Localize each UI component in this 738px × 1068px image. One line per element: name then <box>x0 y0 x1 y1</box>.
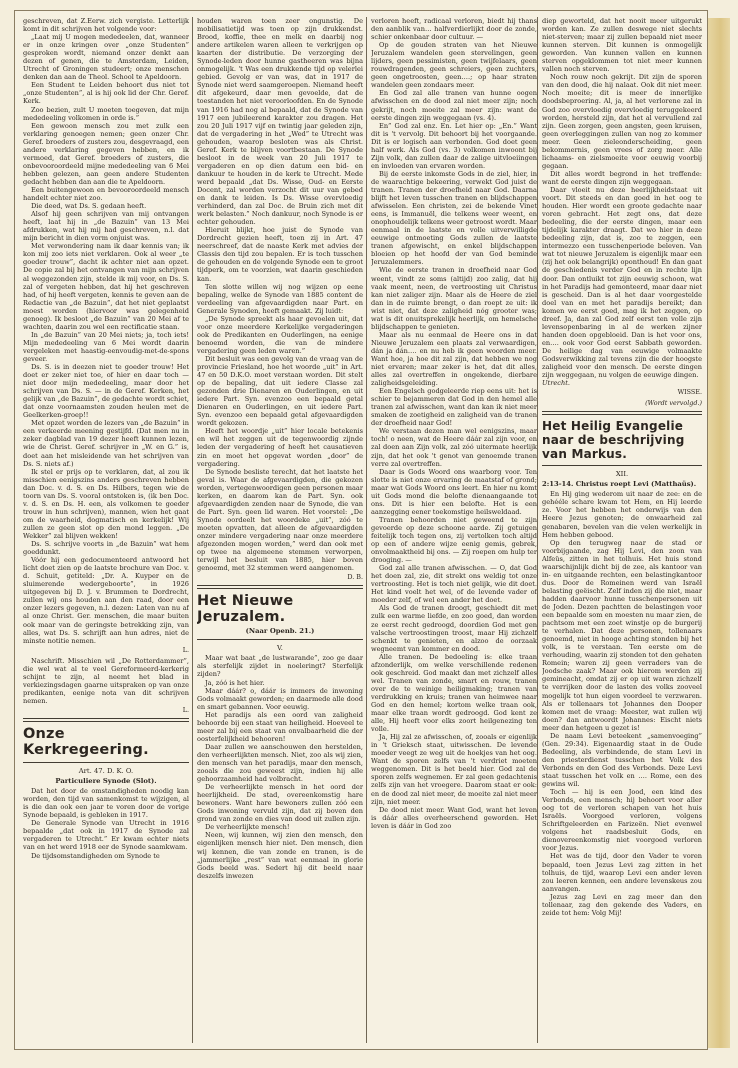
paragraph: De Synode besliste terecht, dat het laatste het geval is. Waar de afgevaardigden, die gekozen worden, vertegenwoordigen geen personen maar kerken, en daarom kan de Part. Syn. ook afgevaardigden zenden naar de Synode, die van de Part. Syn. geen lid waren. Het voorstel: „De Synode oordeelt het woordeke „uit”, zóó te moeten opvatten, dat alleen de afgevaardigden onzer mindere vergadering naar onze meerdere afgezonden mogen worden,” werd dan ook met op twee na algemeene stemmen verworpen, terwijl het besluit van 1885, hier boven genoemd, met 32 stemmen werd aangenomen. <box>197 467 363 573</box>
part-number: V. <box>277 644 283 653</box>
paragraph: Op den terugweg naar de stad or voorbijgaande, zag Hij Levi, den zoon van Alfeüs, zitten in het tolhuis. Het huis stond waarschijnlijk dicht bij de zee, als kantoor van in- en uitgaande rechten, een belastingkantoor dus. Door de Romeinen werd van Israël belasting geëischt. Zelf inden zij die niet, maar hadden daarvoor hunne tusschenpersonen uit de Joden. Dezen pachtten de belastingen voor een bepaalde som en moesten nu maar zien, de pachtsom met een zoet winstje op de burgerij te verhalen. Dat deze personen, tollenaars genoemd, niet in hooge achting stonden bij het volk, is te verstaan. Ten eerste om de verhouding, waarin zij stonden tot den gehaten Romein; waren zij geen verraders van de Joodsche zaak? Maar ook hierom werden zij gemineacht, omdat zij er op uit waren zichzelf te verrijken door de lasten des volks zooveel mogelijk tot hun eigen voordeel te verzwaren. Als er tollenaars tot Johannes den Dooper komen met de vraag: Meester, wat zullen wij doen? dan antwoordt Johannes: Eischt niets meer dan hetgeen u gezet is! <box>542 538 702 732</box>
divider <box>23 718 189 722</box>
paragraph: Daar vloeit nu deze heerlijkheidstaat uit voort. Dit steeds en dan goed in het oog te houden. Hier wordt een groote gedachte naar voren gebracht. Het zegt ons, dat deze bedeeling, die der eerste dingen, maar een tijdelijk karakter draagt. Dat wo hier in deze bedeeling zijn, dat is, zoo te zeggen, een intermezzo een tusschenperiode beleven. Van wat tot nieuwe Jeruzalem is eigenlijk maar een (zij het ook belangrijk) oponthoud! En dan gaat de geschiedenis verder God en in rechte lijn door. Dan ontluikt tot zijn eeuwig schoon, wat in het Paradijs had gemonteerd, maar daar niet is gescheid. Dan is al het daar voorgestelde doel van en met het paradijs bereikt; dan komen we eerst goed, mag ik het zeggen, op dreef. Ja, dan zal God zelf eerst ten volle zijn levensopenbaring in al de werken zijner handen doen opgebloeid. Dan is het voor ons, en…. ook voor God eerst Sabbath geworden. De heilige dag van eeuwige volmaakte Godsverwikking zal tevens zijn die der hoogste zaligheid voor den mensch. De eerste dingen zijn weggegaan, nu volgen de eeuwige dingen. <box>542 185 702 380</box>
paragraph: Alsof hij geen schrijven van mij ontvangen heeft, laat hij in „de Bazuin” van 13 Mei afdrukken, wat hij mij had geschreven, n.l. dat mijn bericht in dien vorm onjuist was. <box>23 210 189 243</box>
paragraph: En” God zal enz. En. Let hier op: „En.” Want dit is 't vervolg. Dit behoort bij het voorgaande. Dit is er logisch aan verbonden. God doet geen half werk. Als God (vs. 3) volkomen inwoont bij Zijn volk, dan zullen daar de zalige uitvloeiingen en invloeden van ervaren worden. <box>371 121 537 170</box>
paragraph: Een Student te Leiden behoort dus niet tot „onze Studenten”, al is hij ook lid der Chr. Geref. Kerk. <box>23 81 189 106</box>
author-signature: WISSE. <box>677 388 702 397</box>
paragraph: En Hij ging wederom uit naar de zee: en de gehééle schare kwam tot Hem, en Hij leerde ze. Voor het hebben het onderwijs van den Heere Jezus genoten; de onwaarheid zal genabaren, bevelen van die velen werkelijk in Hem hebben gebood. <box>542 490 702 539</box>
paragraph: Daar zullen we aanschouwen den herstelden, den verheerlijkten mensch. Niet, zoo als wij zien, den mensch van het paradijs, maar den mensch, zooals die zou geweest zijn, indien hij alle gehoorzaamheid had volbracht. <box>197 742 363 784</box>
paragraph: In „de Bazuin” van 20 Mei niets; ja, toch iets! Mijn mededeeling van 6 Mei wordt daarin vergeleken met haastig-eenvoudig-met-de-spons geveer. <box>23 330 189 363</box>
paragraph: Dit besluit was een gevolg van de vraag van de provincie Friesland, hoe het woorde „uit” in Art. 47 en 50 D.K.O. moet verstaan worden. Dit stelt op de bepaling, dat uit iedere Classe zal gezonden drie Dienaren en Ouderlingen, en uit iedere Part. Syn. evenzoo een bepaald getal Dienaren en Ouderlingen, en uit iedere Part. Syn. evenzoo een bepaald getal afgevaardigden wordt gekozen. <box>197 354 363 428</box>
paragraph: Op de gouden straten van het Nieuwe Jeruzalem wandelen geen stervelingen, geen lijders, geen pessimisten, geen twijfelaars, geen rouwdragenden, geen schreiers, geen zuchters, geen ongetroosten, geen….; op haar straten wandelen geen zondaars meer. <box>371 41 537 90</box>
column-1 <box>23 17 189 1043</box>
paragraph: Maar dáár? o, dáár is immers de inwoning Gods volmaakt geworden; en daarmede alle dood en smart gebannen. Voor eeuwig. <box>197 686 363 711</box>
paragraph: Bij de eerste inkomste Gods in de ziel, hier, in de waarachtige bekeering, verwekt God juist de tranen. Tranen der droefheid naar God. Daarna blijft het leven tusschen tranen en blijdschappen afwisselen. Een christen, zei de bekende Vinet eens, is Immanuël, die telkens weer weent, en onophoudelijk telkens weer getroost wordt. Maar eenmaal in de laatste en volle uitverwilligde eeuwige ontmoeting Gods zullen de laatste tranen afgewischt, en enkel blijdschappen bloeien op het hoofd der van God bemindе Jeruzalemmers. <box>371 169 537 267</box>
paragraph: De verheerlijkte mensch! <box>205 823 290 832</box>
paragraph: Tranen behoorden niet geweend te zijn gevoerde op deze schoone aarde. Zij getuigen feitelijk toch tegen ons, zij vertolken toch altijd op een of andere wijze eenig gemis, gebrek, onvolmaaktheid bij ons. — Zij roepen om hulp ter drooging. — <box>371 515 537 565</box>
paragraph: De naam Levi beteekent „samenvoeging” (Gen. 29:34). Eigenaardig staat in de Oude Bedeeling, als verbindende, de stam Levi in den priesterdienst tusschen het Volk des Verbonds en den God des Verbonds. Deze Levi staat tusschen het volk en …. Rome, een des gewins wil. <box>542 731 702 789</box>
paragraph: En God zal alle tranen van hunne oogen afwisschen en de dood zal niet meer zijn; noch gekrijt, noch moeite zal meer zijn: want de eerste dingen zijn weggegaan (vs. 4). <box>371 89 537 122</box>
paragraph: Heeft het woordje „uit” hier locale betekenis en wil het zeggen uit de tegenwoordig zijnde leden der vergadering of heeft het causatieven zin en moet het opgevat worden „door” de vergadering. <box>197 427 363 468</box>
paragraph: Naschrift. Misschien wil „De Rotterdammer”, die wel wat al te veel Gereformeerd-kerkerig schijnt te zijn, al neemt het blad in verkiezingsdagen gaarne uitspraken op van onze predikanten, eenige nota van dit schrijven nemen. <box>23 656 189 705</box>
part-number: XII. <box>615 470 629 479</box>
paragraph: Ja, zóó is het hier. <box>205 678 265 687</box>
paragraph: Noch rouw noch gekrijt. Dit zijn de sporen van den dood, die hij nalaat. Ook dit niet meer. Noch moeite; dit is meer de innerlijke doodsbeproering. Al, ja, al het verlorene zal in God zoo overvloedig overvloedig teruggekeerd worden, hersteld zijn, dat het al vervullend zal zijn. Geen zorgen, geen angsten, geen kruisen, geen overleggingen zullen van nog zo kommer meer. Geen zieleonderscheiding, geen bekommernis, geen vrees of zorg meer. Alle lichaams- en zielsmoeite voor eeuwig voorbij gegaan. <box>542 73 702 170</box>
divider <box>542 465 702 466</box>
divider <box>197 585 363 589</box>
paragraph: God zal alle tranen afwisschen. — O, dat God het doen zal, zie, dit strekt ons weldig tot onze vertroosting. Het is toch niet gelijk, wie dit doet. Het kind voelt het wel, of de levende vader of moeder zelf, of wel een ander het doet. <box>371 564 537 605</box>
divider <box>197 639 363 640</box>
paragraph: Het was de tijd, door den Vader te voren bepaald, toen Jezus Levi zag zitten in het tolhuis, de tijd, waarop Levi een ander leven zou leeren kennen, een andere levenskeus zou aanvangen. <box>542 852 702 893</box>
newspaper-page <box>14 10 708 1050</box>
paragraph: houden waren toen zeer ongunstig. De mobilisatietijd was toen op zijn drukkendst. Brood, koffie, thee en melk en daarbij nog andere artikelen waren alleen te verkrijgen op kaarten der distributie. De verzorging der Synode-leden door hunne gastheeren was bijna onmogelijk. 't Was een drukkende tijd op velerlei gebied. Gevolg er van was, dat in 1917 de Synode niet werd saamgeroepen. Niemand heeft dit afgekeurd, daar men gevoelde, dat de toestanden het niet veroorloofden. En de Synode van 1916 had nog al bepaald, dat de Synode van 1917 een jubileerend karakter zou dragen. Het zou 20 Juli 1917 vijf en twintig jaar geleden zijn, dat de vergadering in het „Wed” te Utrecht was gehouden, waarop besloten was als Christ. Geref. Kerk te blijven voortbestaan. De Synode besloot in de week van 20 Juli 1917 te vergaderen en op dien datum een bid- en dankuur te houden in de kerk te Utrecht. Mede werd bepaald „dat Ds. Wisse, Oud- en Eerste Docent, zal worden verzocht dit uur van gebed en dank te leiden. Is Ds. Wisse overvloedig verhinderd, dan zal Doc. de Bruin zich met dit werk belasten.” Noch dankuur, noch Synode is er echter gehouden. <box>197 17 363 227</box>
paragraph: Dat het door de omstandigheden noodig kan worden, den tijd van samenkomst te wijzigen, al is die dan ook een jaar te voren door de vorige Synode bepaald, is gebleken in 1917. <box>23 787 189 820</box>
paragraph: Ds. S. schrijve voorts in „de Bazuin” wat hem goeddunkt. <box>23 540 189 557</box>
paragraph: „Laat mij U mogen mededeelen, dat, wanneer er in onze kringen over „onze Studenten” gesproken wordt, niemand onzer denkt aan dezen of genen, die te Amsterdam, Leiden, Utrecht of Groningen studeert; onze menschen denken dan aan de Theol. School te Apeldoorn. <box>23 33 189 82</box>
column-2 <box>197 17 363 1043</box>
paragraph: Ik stel er prijs op te verklaren, dat, al zou ik misschien eenigszins anders geschreven hebben dan Doc. v. d. S. en Ds. Hilbers, tegen wie de toorn van Ds. S. vooral ontstoken is, (ik ben Doc. v. d. S. en Ds. H. een, als volkomen te goeder trouw in hun schrijven), mannen, wien het gaat om de waarheid, dogmatisch en kerkelijk! Wij zullen ze geen slot op den mond leggen. „De Wekker” zal blijven wekken! <box>23 467 189 540</box>
column-rule <box>192 17 193 1043</box>
paragraph: Alle tranen. De bedoeling is: elke traan afzonderlijk, om welke verschillende redenen ook geschreid. God maakt dan met zichzelf alles wel. Tranen van zonde, smart en rouw, tranen over de te weinige heiligmaking; tranen van verdrukking en kruis; tranen van heimwee naar God en den hemel; kortom welke traan ook, maar elke traan wordt gedroogd. God kent ze alle, Hij heeft voor elks zoort heilgenezing ten volle. <box>371 652 537 734</box>
divider <box>542 411 702 415</box>
paragraph: Die deed, wat Ds. S. gedaan heeft. <box>31 202 147 211</box>
paragraph: Maar wat baat „de lustwarande”, zoo ge daar als sterfelijk zijdet in noeleringt? Sterfelijk zijden? <box>197 654 363 679</box>
column-3 <box>371 17 537 1043</box>
paragraph: Een Engelsch godgeleerde riep eens uit: het is schier te bejammeren dat God in den hemel alle tranen zal afwisschen, want dan kan ik niet meer smaken de zoetigheid en zaligheid van de tranen der droefheid naar God! <box>371 387 537 428</box>
column-4 <box>542 17 702 1043</box>
paragraph: Een gewoon mensch zou met zulk een verklaring genoegen nemen; geen onzer Chr. Geref. broeders of zusters zou, desgevraagd, een andere verklaring gegeven hebben, en ik vermoed, dat Geref. broeders of zusters, die onbevooroordeeld mijne mededeeling van 6 Mei hebben gelezen, aan geen andere Studenten gedacht hebben dan aan die te Apeldoorn. <box>23 121 189 186</box>
paragraph: De Generale Synode van Utrecht in 1916 bepaalde „dat ook in 1917 de Synode zal vergaderen te Utrecht.” Er kwam echter niets van en het werd 1918 eer de Synode saamkwam. <box>23 819 189 852</box>
section-heading: Onze Kerkregeering. <box>23 726 149 759</box>
subheading: (Naar Openb. 21.) <box>245 627 315 636</box>
section-heading: Het Heilig Evangelie naar de beschrijving van Markus. <box>542 419 685 462</box>
signature: L. <box>182 645 189 654</box>
paragraph: geschreven, dat Z.Eerw. zich vergiste. Letterlijk komt in dit schrijven het volgende voor: <box>23 17 189 34</box>
paragraph: Toch — hij is een Jood, een kind des Verbonds, een mensch; hij behoort voor aller oog tot de verloren schapen van het huis Israëls. Voorgoed verloren, volgens Schriftgeleerden en Farizeën. Niet evenwel volgens het raadsbesluit Gods, en dienovereenkomstig niet voorgoed verloren voor Jezus. <box>542 788 702 853</box>
paragraph: „De Synode spreekt als haar gevoelen uit, dat voor onze meerdere Kerkelijke vergaderingen ook de Predikanten en Ouderlingen, na eenige benoemd worden, die van de mindere vergadering geen leden waren.” <box>197 314 363 355</box>
paragraph: verloren heeft, radicaal verloren, biedt hij thans den aanblik van… halfverdierlijkt door de zonde, schier onkenbaar door cultuur. — <box>371 17 537 42</box>
paragraph: Met opzet worden de lezers van „de Bazuin” in een verkeerde meening gestijfd. (Dat men nu in zeker dagblad van 19 dezer heeft kunnen lezen, wie de Christ. Geref. schrijver in „W. en G.” is, doet aan het misleidende van het schrijven van Ds. S. niets af.) <box>23 419 189 468</box>
paragraph: diep geworteld, dat het nooit meer uitgerukt worden kan. Ze zullen deswege niet slechts niet-sterven; maar zij zullen bepaald niet meer kunnen sterven. Dit kunnen is onmogelijk geworden. Van kunnen vallen en kunnen sterven opgeklommen tot niet meer kunnen vallen noch sterven. <box>542 17 702 74</box>
paragraph: Dit alles wordt begrond in het treffende: want de eerste dingen zijn weggegaan. <box>542 169 702 186</box>
paragraph: Ds. S. is in deezen niet te goeder trouw! Het doet er zeker niet toe, of hier en daar toch — niet door mijn mededeeling, maar door het schrijven van Ds. S. — in de Geref. Kerken, het gelijk van „de Bazuin”, de gedachte wordt schiet, dat onze voornaamsten zouden heulen met de Geelkerken-groep!! <box>23 363 189 420</box>
paragraph: Neen, wij kunnen, wij zien den mensch, den eigenlijken mensch hier niet. Den mensch, dien wij kennen, die van zonde en tranen, is de „jammerlijke „rest” van wat eenmaal in glorie Gods beeld was. Sedert hij dit beeld naar deszelfs inwezen <box>197 831 363 880</box>
paragraph: Als God de tranen droogt, geschiedt dit met zulk een warme liefde, en zoo goed, dan worden ze eerst recht gedroogd, doordien God met gen valsche vertroostingen troost, maar Hij zichzelf schenkt te genieten, en alzoo de oorzaak wegneemt van kommer en dood. <box>371 604 537 653</box>
paragraph: Ten slotte willen wij nog wijzen op eene bepaling, welke de Synode van 1885 content de verdeeling van afgevaardigden naar Part. en Generale Synoden, heeft gemaakt. Zij luidt: <box>197 282 363 315</box>
signature: L. <box>182 705 189 714</box>
subheading: Particuliere Synode (Slot). <box>55 777 157 786</box>
paper-edge <box>706 18 730 1048</box>
paragraph: Vóór hij een gedocumenteerd antwoord het licht doet zien op de laatste brochure van Doc. v. d. Schuit, getiteld: „Dr. A. Kuyper en de sluimerende wedergeboorte”, in 1926 uitgegeven bij D. J. v. Brummen te Dordrecht, zullen wij ons houden aan den raad, door een onzer lezers gegeven, n.l. dezen: Laten van nu af al onze Christ. Ger. menschen, die maar buiten ook maar van de geringste betrekking zijn, van alles, wat Ds. S. schrijft aan hun adres, niet de minste notitie nemen. <box>23 556 189 645</box>
paragraph: Zoo bezien, zult U moeten toegeven, dat mijn mededeeling volkomen in orde is.” <box>23 105 189 122</box>
divider <box>23 762 189 763</box>
signature: D. B. <box>347 573 363 582</box>
continued-note: (Wordt vervolgd.) <box>645 399 702 408</box>
column-rule <box>366 17 367 1043</box>
place-name: Utrecht. <box>542 379 570 388</box>
paragraph: De dood niet meer. Want God, want het leven is dáár alles overheerschend geworden. Het leven is dáár in God zoo <box>371 805 537 830</box>
paragraph: Daar is Gods Woord ons waarborg voor. Ten slotte is niet onze ervaring de maatstaf of grond; maar wat Gods Woord ons leert. En hier nu komt uit Gods mond die belofte dienaangaande tot ons. Dit is hier een belofte. Het is een aanzegging eener toekomstige heilsweldaad. <box>371 467 537 516</box>
section-heading: Het Nieuwe Jeruzalem. <box>197 593 294 626</box>
article-reference: Art. 47. D. K. O. <box>78 767 134 776</box>
paragraph: Hieruit blijkt, hoe juist de Synode van Dordrecht gezien heeft, toen zij in Art. 47 neerschreef, dat de naaste Kerk met advies der Classis den tijd zou bepalen. Er is toch tusschen de gehouden en de volgende Synode een te groot tijdperk, om te voorzien, wat daarin geschieden kan. <box>197 226 363 283</box>
section-title: 2:13-14. Christus roept Levi (Matthaüs). <box>542 480 697 489</box>
paragraph: Maar als nu eenmaal de Heere ons in dat Nieuwe Jeruzalem een plaats zal verwaardigen, dán ja dán…. en nu heb ik geen woorden meer. Want hoe, ja hoe dit zal zijn, dat hebben we nog niet ervaren; maar zeker is het, dat dit alles, alles zal overtreffen in ongekende, dierbare zaligheidsgeleiding. <box>371 330 537 388</box>
paragraph: Een buitengewoon en bevooroordeeld mensch handelt echter niet zoo. <box>23 185 189 203</box>
paragraph: De tijdsomstandigheden om Synode te <box>31 851 160 860</box>
paragraph: Jezus zag Levi en zag meer dan den tollenaar, zag den gekende des Vaders, en zeide tot hem: Volg Mij! <box>542 892 702 917</box>
paragraph: Met verwondering nam ik daar kennis van; ik kon mij zoo iets niet verklaren. Ook al weer „te goeder trouw”, dacht ik achter niet aan opzet. De copie zal bij het ontvangen van mijn schrijven al weggezonden zijn, stelde ik mij voor, en Ds. S. zal of vergeten hebben, dat hij het geschreven had, of hij heeft vergeten, kennis te geven aan de Redactie van „de Bazuin”, dat het niet geplaatst moest worden (hiervoor was gelegenheid genoeg). Ik besloot „de Bazuin” van 20 Mei af te wachten, daarin zou wel een rectificatie staan. <box>23 242 189 331</box>
paragraph: Wie de eerste tranen in droefheid naar God weent, vindt ze soms (altijd) zoo zalig, dat hij vaak meent, neen, de vertroosting uit Christus kan niet zaliger zijn. Maar als de Heere de ziel dan in de ruimte brengt, o dan roept ze uit: ik wist niet, dat deze zaligheid nóg grooter was; wat is dit onuitsprekelijk heerlijk, om hemelsche blijdschappen te genieten. <box>371 266 537 331</box>
column-rule <box>537 17 538 1043</box>
paragraph: Het paradijs als een oord van zaligheid behoorde bij een staat van heiligheid. Hoeveel te meer zal bij een staat van onvalbaarheid die der oosterfelijkheid behooren! <box>197 710 363 743</box>
paragraph: De verheerlijkte mensch in het oord der heerlijkheid. De stad, overeenkomstig hare bewoners. Want hare bewoners zullen zóó een Gods inwoning vervuld zijn, dat zij boven den grond van zonde en dies van dood uit zullen zijn. <box>197 783 363 824</box>
paragraph: We verstaan dezen man wel eenigszins, maar toch! o neen, wat de Heere dáár zal zijn voor, en zal doen aan Zijn volk, zal zóó uitermate heerlijk zijn, dat het ook 't genot van genoemde tranen verre zal overtreffen. <box>371 427 537 468</box>
paragraph: Ja, Hij zal ze afwisschen, of, zooals er eigenlijk in 't Grieksch staat, uitwisschen. De levende moeder veegt ze weg uit de hoekjes van het oog. Want de sporen zelfs van 't verdriet moeten weggenomen. Dit is het beeld hier. God zal de sporen zelfs wegnemen. Er zal geen gedachtenis zelfs zijn van het vroegere. Daarom staat er ook: en de dood zal niet meer, de moeite zal niet meer zijn, niet meer. <box>371 733 537 806</box>
